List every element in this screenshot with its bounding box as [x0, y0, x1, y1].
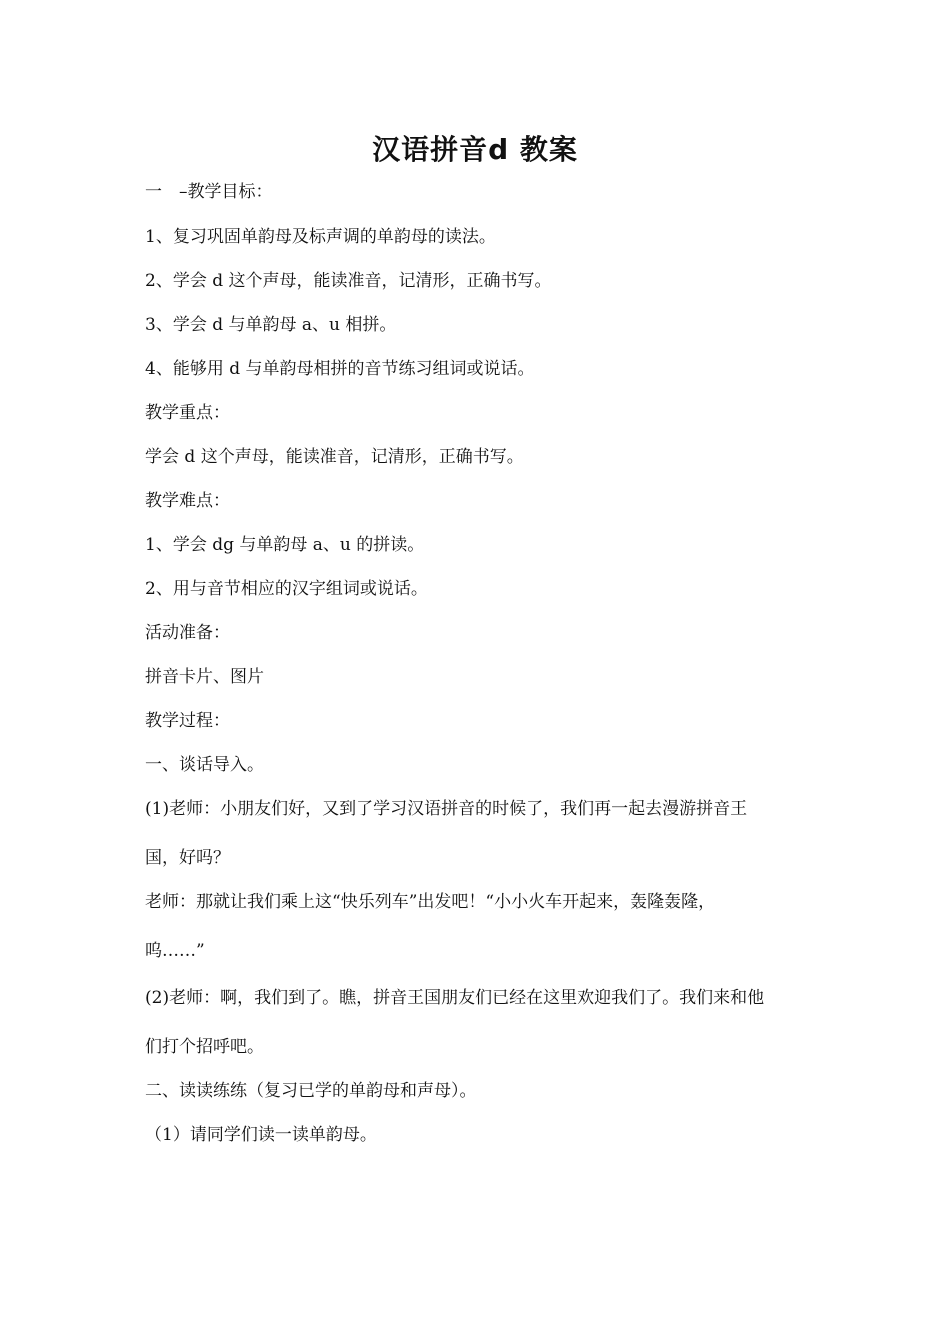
- section-heading-process: 教学过程：: [145, 711, 230, 731]
- process-step-1-heading: 一、谈话导入。: [145, 755, 264, 775]
- document-title: 汉语拼音d 教案: [372, 133, 578, 166]
- process-paragraph-1-line-1: (1)老师：小朋友们好，又到了学习汉语拼音的时候了，我们再一起去漫游拼音王: [145, 799, 748, 819]
- section-heading-objectives: 一 –教学目标：: [145, 182, 273, 202]
- process-step-2-item-1: （1）请同学们读一读单韵母。: [145, 1125, 377, 1145]
- process-paragraph-3-line-1: (2)老师：啊，我们到了。瞧，拼音王国朋友们已经在这里欢迎我们了。我们来和他: [145, 988, 765, 1008]
- difficulty-2: 2、用与音节相应的汉字组词或说话。: [145, 579, 428, 599]
- section-heading-difficulties: 教学难点：: [145, 491, 230, 511]
- preparation-text: 拼音卡片、图片: [145, 667, 264, 687]
- section-heading-preparation: 活动准备：: [145, 623, 230, 643]
- objective-1: 1、复习巩固单韵母及标声调的单韵母的读法。: [145, 227, 496, 247]
- difficulty-1: 1、学会 dg 与单韵母 a、u 的拼读。: [145, 535, 425, 555]
- process-paragraph-1-line-2: 国，好吗？: [145, 848, 230, 868]
- key-point-text: 学会 d 这个声母，能读准音，记清形，正确书写。: [145, 447, 524, 467]
- process-paragraph-3-line-2: 们打个招呼吧。: [145, 1037, 264, 1057]
- process-paragraph-2-line-2: 呜……”: [145, 941, 205, 961]
- objective-3: 3、学会 d 与单韵母 a、u 相拼。: [145, 315, 397, 335]
- objective-4: 4、能够用 d 与单韵母相拼的音节练习组词或说话。: [145, 359, 535, 379]
- section-heading-key-points: 教学重点：: [145, 403, 230, 423]
- process-step-2-heading: 二、读读练练（复习已学的单韵母和声母）。: [145, 1081, 477, 1101]
- objective-2: 2、学会 d 这个声母，能读准音，记清形，正确书写。: [145, 271, 552, 291]
- process-paragraph-2-line-1: 老师：那就让我们乘上这“快乐列车”出发吧！“小小火车开起来，轰隆轰隆，: [145, 892, 716, 912]
